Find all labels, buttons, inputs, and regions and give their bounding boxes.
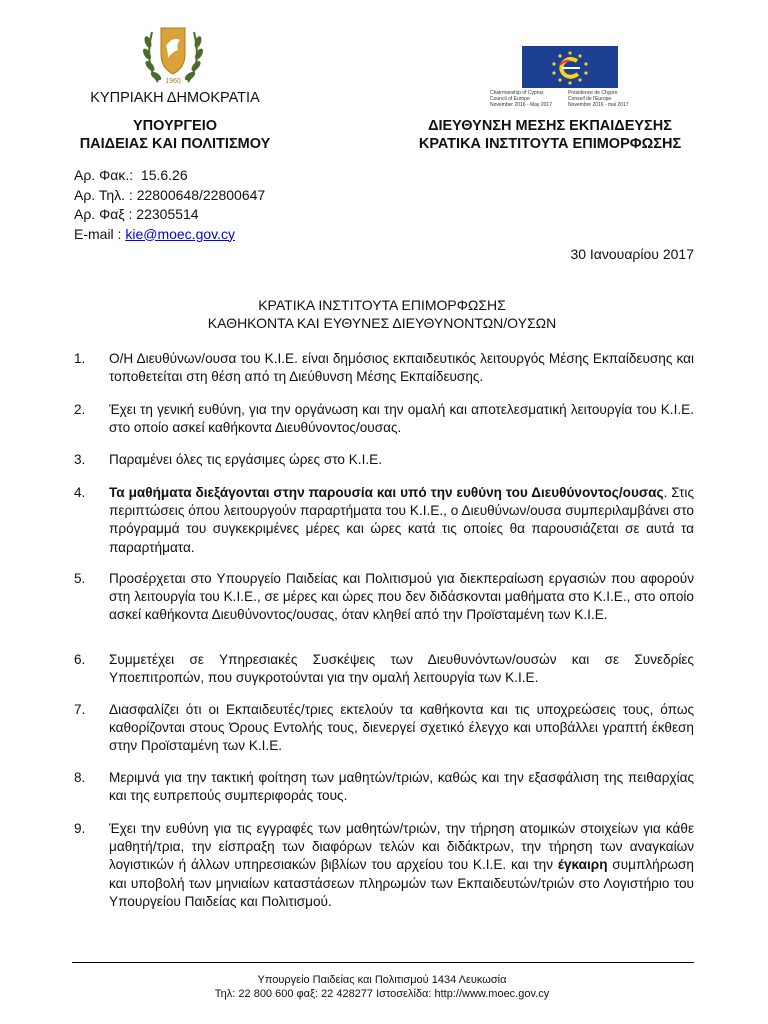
document-date: 30 Ιανουαρίου 2017 bbox=[570, 246, 694, 262]
ministry-line1: ΥΠΟΥΡΓΕΙΟ bbox=[132, 118, 218, 134]
item-number: 7. bbox=[74, 702, 86, 717]
council-of-europe-logo bbox=[522, 46, 618, 88]
list-item bbox=[74, 484, 694, 557]
item-number: 2. bbox=[74, 402, 86, 417]
item-rest-text: συμπλήρωση και υποβολή των μηνιαίων καταστάσεων πληρωμών των Εκπαιδευτών/τριών στο Λογιστήριο του Υπουργείου Παιδείας και Πολιτισμού. bbox=[109, 857, 694, 909]
item-text: Παραμένει όλες τις εργάσιμες ώρες στο Κ.Ι.Ε. bbox=[109, 452, 382, 467]
email-link[interactable]: kie@moec.gov.cy bbox=[125, 225, 235, 242]
email-label: E-mail : bbox=[74, 225, 122, 242]
item-text: Έχει τη γενική ευθύνη, για την οργάνωση και την ομαλή και αποτελεσματική λειτουργία του Κ.Ι.Ε. στο οποίο ασκεί καθήκοντα Διευθύνοντος/ουσας. bbox=[109, 402, 694, 436]
ministry-line2: ΠΑΙΔΕΙΑΣ ΚΑΙ ΠΟΛΙΤΙΣΜΟΥ bbox=[79, 136, 271, 152]
list-item bbox=[74, 401, 694, 437]
svg-text:1960: 1960 bbox=[165, 78, 181, 85]
email-row bbox=[74, 225, 374, 245]
item-bold-text: Τα μαθήματα διεξάγονται στην παρουσία και υπό την ευθύνη του Διευθύνοντος/ουσας bbox=[109, 485, 664, 500]
item-rest-text: . Στις περιπτώσεις όπου λειτουργούν παραρτήματα του Κ.Ι.Ε., ο Διευθύνων/ουσα συμπεριλαμβάνει στο πρόγραμμά του συγκεκριμένες μέρες και ώρες κατά τις οποίες θα παρουσιάζεται σε αυτά τα παραρτήματα. bbox=[109, 485, 694, 555]
item-text-before: Έχει την ευθύνη για τις εγγραφές των μαθητών/τριών, την τήρηση ατομικών στοιχείων για κάθε μαθητή/τρια, την είσπραξη των διαφόρων τελών και διδάκτρων, την τήρηση των αναγκαίων λογιστικών ή άλλων υπηρεσιακών βιβλίων του αρχείου του Κ.Ι.Ε. και την bbox=[109, 821, 694, 873]
list-item bbox=[74, 570, 694, 625]
list-item bbox=[74, 350, 694, 386]
item-number: 1. bbox=[74, 351, 86, 366]
footer-address: Υπουργείο Παιδείας και Πολιτισμού 1434 Λευκωσία bbox=[257, 974, 507, 986]
coe-caption-left: Chairmanship of Cyprus Council of Europe November 2016 - May 2017 bbox=[490, 90, 552, 108]
list-item bbox=[74, 769, 694, 805]
item-text bbox=[109, 820, 694, 911]
directorate-line1: ΔΙΕΥΘΥΝΣΗ ΜΕΣΗΣ ΕΚΠΑΙΔΕΥΣΗΣ bbox=[428, 118, 672, 134]
item-text: Διασφαλίζει ότι οι Εκπαιδευτές/τριες εκτελούν τα καθήκοντα και τις υποχρεώσεις τους, όπως καθορίζονται στους Όρους Εντολής τους, διενεργεί σχετικό έλεγχο και υποβάλλει γραπτή έκθεση στην Προϊσταμένη των Κ.Ι.Ε. bbox=[109, 702, 694, 754]
file-number-value: 15.6.26 bbox=[140, 167, 188, 183]
fax-label: Αρ. Φαξ : bbox=[74, 206, 133, 222]
list-item bbox=[74, 451, 694, 469]
item-number: 4. bbox=[74, 485, 86, 500]
item-number: 6. bbox=[74, 652, 86, 667]
item-number: 8. bbox=[74, 770, 86, 785]
document-title-line1: ΚΡΑΤΙΚΑ ΙΝΣΤΙΤΟΥΤΑ ΕΠΙΜΟΡΦΩΣΗΣ bbox=[258, 297, 506, 313]
item-number: 3. bbox=[74, 452, 86, 467]
phone-row bbox=[74, 186, 374, 206]
file-number-row bbox=[74, 166, 374, 186]
document-title-line2: ΚΑΘΗΚΟΝΤΑ ΚΑΙ ΕΥΘΥΝΕΣ ΔΙΕΥΘΥΝΟΝΤΩΝ/ΟΥΣΩΝ bbox=[207, 315, 557, 331]
directorate-line2: ΚΡΑΤΙΚΑ ΙΝΣΤΙΤΟΥΤΑ ΕΠΙΜΟΡΦΩΣΗΣ bbox=[418, 136, 682, 152]
coe-caption-right: Présidence de Chypre Conseil de l'Europe Novembre 2016 - mai 2017 bbox=[568, 90, 629, 108]
footer-divider bbox=[72, 962, 694, 963]
item-text: Συμμετέχει σε Υπηρεσιακές Συσκέψεις των Διευθυνόντων/ουσών και σε Συνεδρίες Υποεπιτροπών, που συγκροτούνται για την ομαλή λειτουργία των Κ.Ι.Ε. bbox=[109, 652, 694, 686]
fax-row bbox=[74, 205, 374, 225]
item-number: 9. bbox=[74, 821, 86, 836]
phone-value: 22800648/22800647 bbox=[136, 186, 266, 203]
republic-name: ΚΥΠΡΙΑΚΗ ΔΗΜΟΚΡΑΤΙΑ bbox=[90, 90, 260, 106]
item-text: Μεριμνά για την τακτική φοίτηση των μαθητών/τριών, καθώς και την εξασφάλιση της πειθαρχίας και της ευπρεπούς συμπεριφοράς τους. bbox=[109, 770, 694, 804]
item-number: 5. bbox=[74, 571, 86, 586]
file-number-label: Αρ. Φακ.: bbox=[74, 167, 134, 183]
item-text bbox=[109, 484, 694, 557]
footer-contact: Τηλ: 22 800 600 φαξ: 22 428277 Ιστοσελίδα: http://www.moec.gov.cy bbox=[214, 988, 550, 1000]
list-item bbox=[74, 701, 694, 756]
phone-label: Αρ. Τηλ. : bbox=[74, 186, 133, 203]
item-text: Ο/Η Διευθύνων/ουσα του Κ.Ι.Ε. είναι δημόσιος εκπαιδευτικός λειτουργός Μέσης Εκπαίδευσης και τοποθετείται στη θέση από τη Διεύθυνση Μέσης Εκπαίδευσης. bbox=[109, 351, 694, 385]
list-item bbox=[74, 820, 694, 911]
cyprus-emblem-icon bbox=[138, 20, 208, 88]
fax-value: 22305514 bbox=[136, 206, 199, 222]
contact-block bbox=[74, 166, 374, 244]
item-text: Προσέρχεται στο Υπουργείο Παιδείας και Πολιτισμού για διεκπεραίωση εργασιών που αφορούν στη λειτουργία του Κ.Ι.Ε., σε μέρες και ώρες που δεν διδάσκονται μαθήματα στο Κ.Ι.Ε., στο οποίο ασκεί καθήκοντα Διευθύνοντος/ουσας, όταν κληθεί από την Προϊσταμένη των Κ.Ι.Ε. bbox=[109, 571, 694, 623]
list-item bbox=[74, 651, 694, 687]
item-bold-text: έγκαιρη bbox=[557, 857, 608, 873]
